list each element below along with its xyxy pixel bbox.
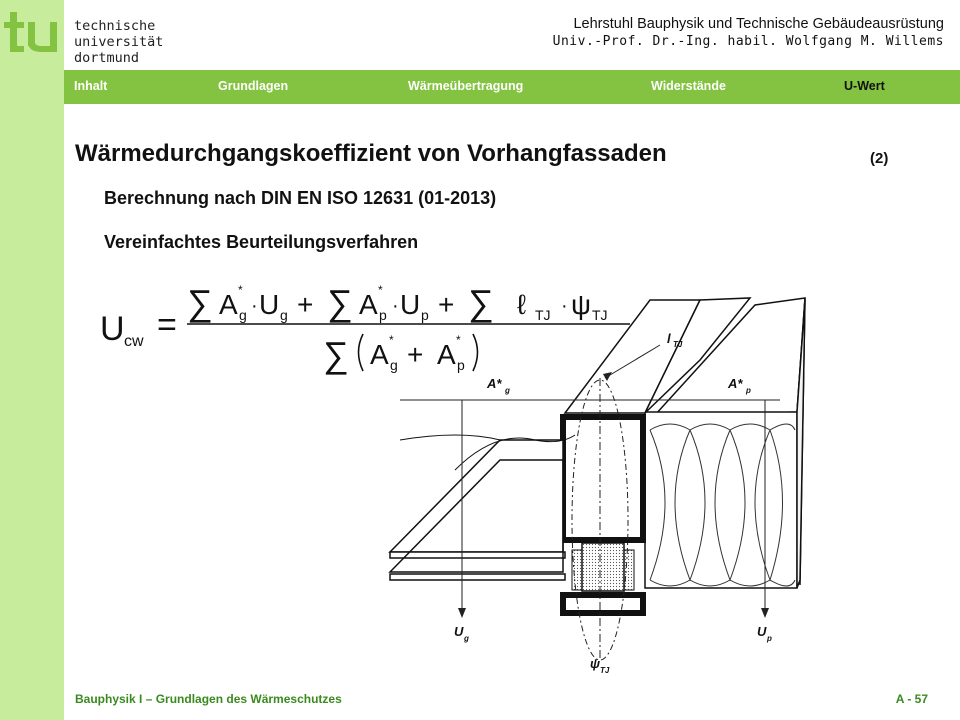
university-name xyxy=(74,18,163,66)
svg-text:*: * xyxy=(378,283,383,297)
svg-text:p: p xyxy=(767,634,772,643)
university-line-1: technische xyxy=(74,18,156,34)
label-u-g: U xyxy=(454,624,464,639)
svg-text:*: * xyxy=(389,333,394,347)
slide-title: Wärmedurchgangskoeffizient von Vorhangfassaden xyxy=(75,140,667,167)
num-a-p: A xyxy=(359,289,378,320)
num-u-p: U xyxy=(400,289,421,320)
svg-text:g: g xyxy=(390,357,398,373)
svg-text:*: * xyxy=(238,283,243,297)
sum-1: ∑ xyxy=(187,282,213,323)
svg-text:+: + xyxy=(407,339,424,370)
nav-u-wert[interactable]: U-Wert xyxy=(844,79,885,93)
svg-text:g: g xyxy=(505,386,510,395)
label-a-g: A* xyxy=(487,376,502,391)
svg-text:+: + xyxy=(438,289,455,320)
label-u-p: U xyxy=(757,624,767,639)
footer-course: Bauphysik I – Grundlagen des Wärmeschutzes xyxy=(75,692,342,706)
nav-inhalt[interactable]: Inhalt xyxy=(74,79,108,93)
nav-grundlagen[interactable]: Grundlagen xyxy=(218,79,289,93)
subtitle-standard: Berechnung nach DIN EN ISO 12631 (01-2013) xyxy=(104,188,497,208)
sum-denominator: ∑ xyxy=(323,334,349,375)
university-line-2: universität xyxy=(74,34,164,50)
tu-logo xyxy=(4,10,62,56)
subtitle-method: Vereinfachtes Beurteilungsverfahren xyxy=(104,232,419,252)
sum-2: ∑ xyxy=(327,282,353,323)
footer-page-number: A - 57 xyxy=(895,692,928,706)
svg-text:*: * xyxy=(456,333,461,347)
svg-text:TJ: TJ xyxy=(600,666,610,675)
svg-text:=: = xyxy=(157,306,177,344)
num-a-g: A xyxy=(219,289,238,320)
professor-name: Univ.-Prof. Dr.-Ing. habil. Wolfgang M. Willems xyxy=(552,34,944,49)
formula-lhs-sub: cw xyxy=(124,333,144,350)
paren-left xyxy=(359,334,364,371)
curtain-wall-diagram xyxy=(388,290,808,680)
svg-text:·: · xyxy=(392,295,399,317)
svg-text:·: · xyxy=(561,295,568,317)
svg-text:g: g xyxy=(239,307,247,323)
den-a-p: A xyxy=(437,339,456,370)
label-l-tj: l xyxy=(667,331,671,346)
svg-text:p: p xyxy=(421,307,429,323)
slide-part-marker: (2) xyxy=(870,150,889,167)
left-sidebar xyxy=(0,0,64,720)
formula-lhs-u: U xyxy=(100,310,125,348)
label-a-p: A* xyxy=(728,376,743,391)
svg-text:g: g xyxy=(464,634,469,643)
chair-info xyxy=(553,16,944,49)
num-psi-tj: ψ xyxy=(571,289,591,320)
svg-text:TJ: TJ xyxy=(592,307,608,323)
svg-text:·: · xyxy=(251,295,258,317)
svg-text:p: p xyxy=(457,357,465,373)
svg-text:p: p xyxy=(379,307,387,323)
university-line-3: dortmund xyxy=(74,50,140,66)
svg-text:g: g xyxy=(280,307,288,323)
svg-text:TJ: TJ xyxy=(673,340,683,349)
chair-name: Lehrstuhl Bauphysik und Technische Gebäudeausrüstung xyxy=(573,16,944,32)
den-a-g: A xyxy=(370,339,389,370)
svg-text:TJ: TJ xyxy=(535,307,551,323)
svg-text:p: p xyxy=(746,386,751,395)
num-l-tj: ℓ xyxy=(517,289,527,320)
num-u-g: U xyxy=(259,289,280,320)
nav-bar xyxy=(64,70,960,104)
sum-3: ∑ xyxy=(468,282,494,323)
nav-widerstaende[interactable]: Widerstände xyxy=(651,79,726,93)
label-psi-tj: ψ xyxy=(590,656,601,671)
svg-text:+: + xyxy=(297,289,314,320)
nav-waermeuebertragung[interactable]: Wärmeübertragung xyxy=(408,79,524,93)
glazing-panes xyxy=(390,435,565,580)
